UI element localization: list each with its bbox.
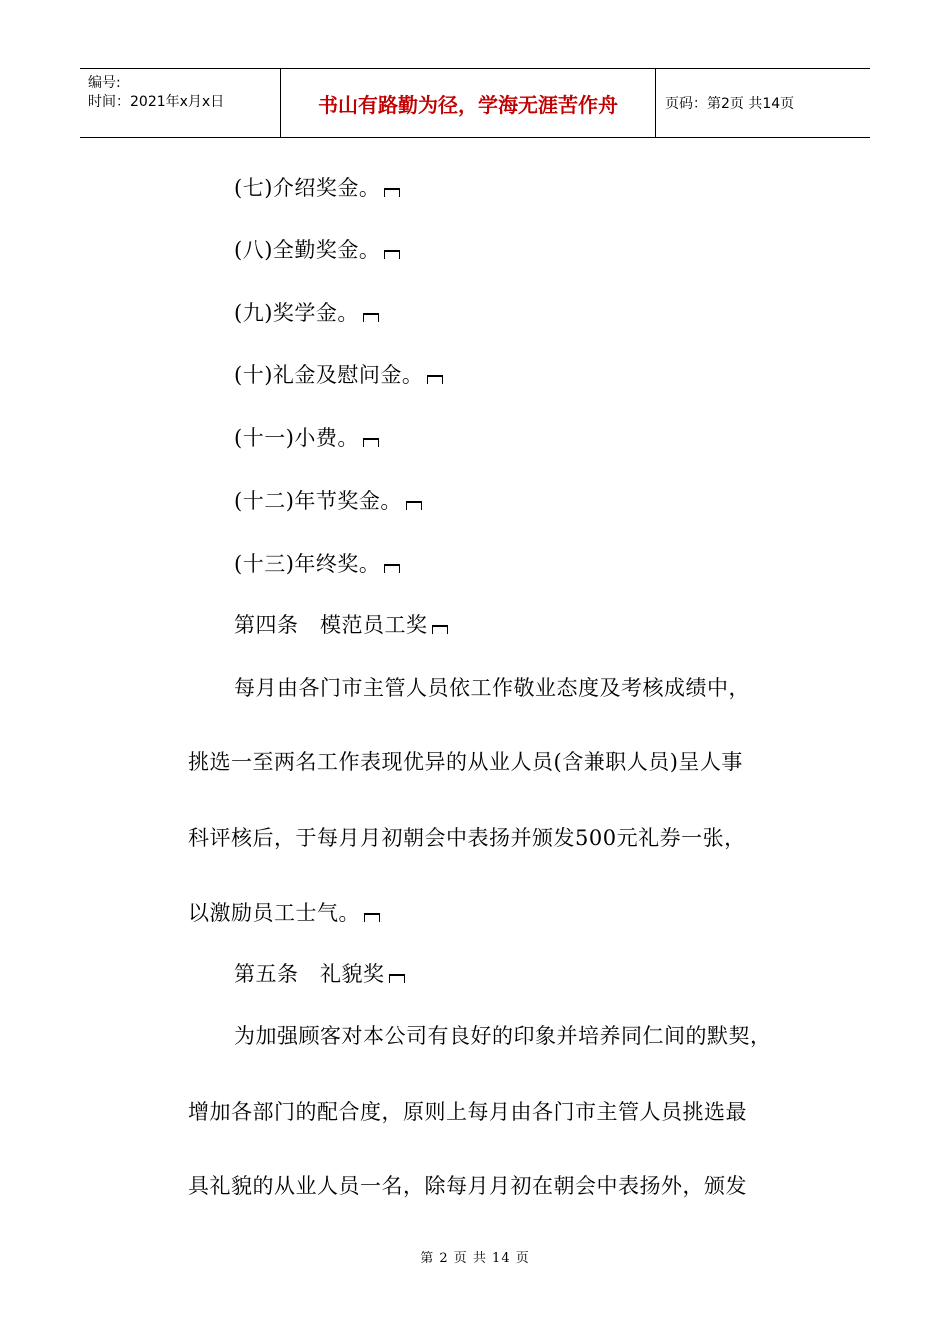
paragraph-mark-icon (406, 501, 422, 510)
document-number-label: 编号: (88, 75, 121, 91)
paragraph-mark-icon (384, 250, 400, 259)
body-line: 每月由各门市主管人员依工作敬业态度及考核成绩中， (234, 676, 750, 700)
paragraph-mark-icon (427, 375, 443, 384)
body-line: 为加强顾客对本公司有良好的印象并培养同仁间的默契， (234, 1024, 772, 1048)
paragraph-mark-icon (384, 564, 400, 573)
document-date-label: 时间：2021年x月x日 (88, 94, 225, 110)
body-line: (七)介绍奖金。 (234, 172, 400, 202)
paragraph-mark-icon (364, 913, 380, 922)
body-line: 科评核后，于每月月初朝会中表扬并颁发500元礼券一张， (188, 826, 746, 850)
paragraph-mark-icon (363, 313, 379, 322)
section-heading: 第四条 模范员工奖 (234, 609, 448, 639)
page-header (80, 68, 870, 138)
header-meta (80, 69, 280, 137)
body-line: 具礼貌的从业人员一名，除每月月初在朝会中表扬外，颁发 (188, 1174, 747, 1198)
header-page-info: 页码：第2页 共14页 (665, 96, 795, 112)
body-line: 以激励员工士气。 (188, 897, 380, 927)
section-heading: 第五条 礼貌奖 (234, 958, 405, 988)
body-line: (十二)年节奖金。 (234, 485, 422, 515)
paragraph-mark-icon (389, 974, 405, 983)
body-line: 增加各部门的配合度，原则上每月由各门市主管人员挑选最 (188, 1100, 747, 1124)
paragraph-mark-icon (384, 188, 400, 197)
paragraph-mark-icon (432, 625, 448, 634)
body-line: (八)全勤奖金。 (234, 234, 400, 264)
body-line: (十三)年终奖。 (234, 548, 400, 578)
body-line: (十)礼金及慰问金。 (234, 359, 443, 389)
body-line: (九)奖学金。 (234, 297, 379, 327)
paragraph-mark-icon (363, 438, 379, 447)
body-line: 挑选一至两名工作表现优异的从业人员(含兼职人员)呈人事 (188, 750, 743, 774)
header-motto: 书山有路勤为径，学海无涯苦作舟 (280, 69, 656, 137)
page-footer: 第 2 页 共 14 页 (420, 1251, 530, 1266)
body-line: (十一)小费。 (234, 422, 379, 452)
